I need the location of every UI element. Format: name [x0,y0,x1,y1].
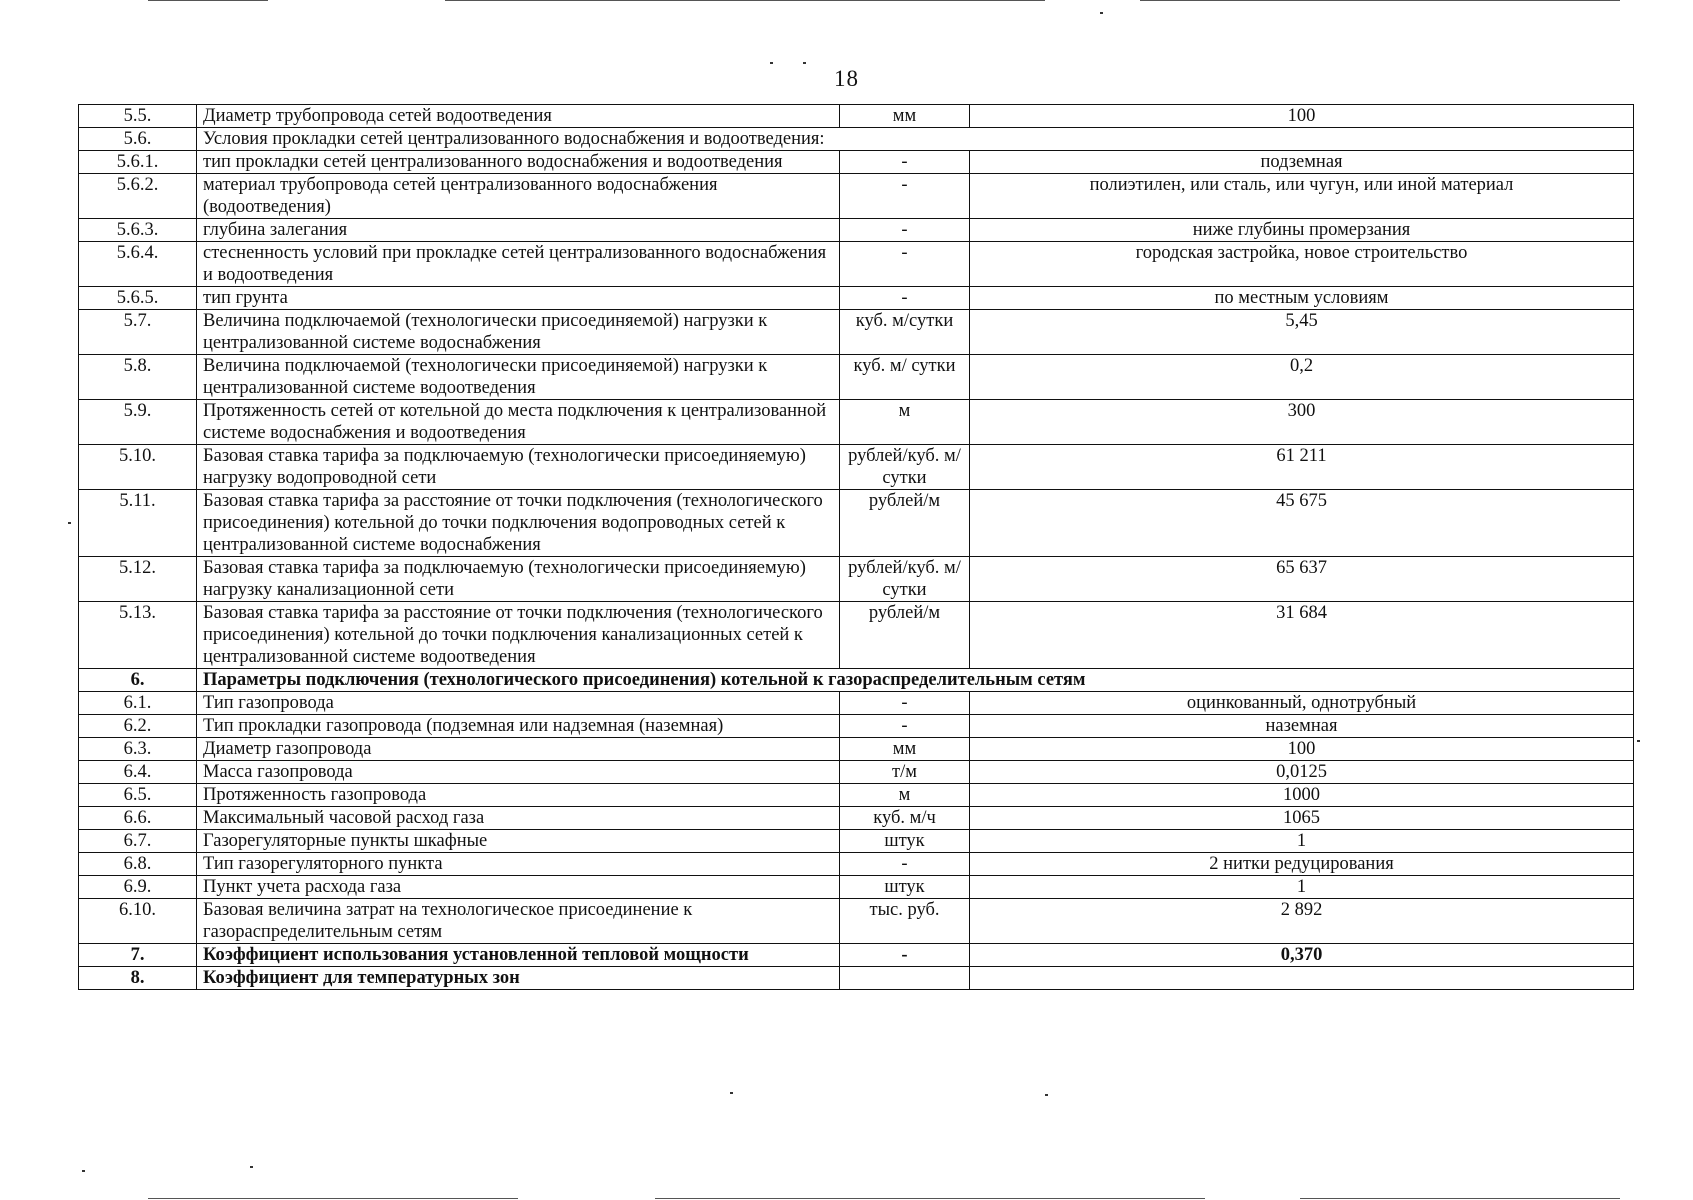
value: 1 [970,876,1634,899]
row-number: 6.7. [79,830,197,853]
table-row [79,807,1634,830]
value: 0,2 [970,355,1634,400]
unit [840,967,970,990]
value: 100 [970,738,1634,761]
unit: штук [840,830,970,853]
unit: - [840,242,970,287]
table-row [79,761,1634,784]
parameter-name: Тип прокладки газопровода (подземная или надземная (наземная) [197,715,840,738]
section-heading: Параметры подключения (технологического присоединения) котельной к газораспределительным сетям [197,669,1634,692]
row-number: 6.2. [79,715,197,738]
parameter-name: Базовая ставка тарифа за расстояние от точки подключения (технологического присоединения) котельной до точки подключения канализационных сетей к централизованной системе водоотведения [197,602,840,669]
unit: - [840,853,970,876]
row-number: 5.9. [79,400,197,445]
row-number: 5.6.1. [79,151,197,174]
value: ниже глубины промерзания [970,219,1634,242]
row-number: 7. [79,944,197,967]
table-row [79,602,1634,669]
table-row [79,738,1634,761]
row-number: 6.1. [79,692,197,715]
value: 65 637 [970,557,1634,602]
row-number: 6.9. [79,876,197,899]
parameter-name: Масса газопровода [197,761,840,784]
unit: - [840,692,970,715]
parameter-name: Коэффициент для температурных зон [197,967,840,990]
value: 0,0125 [970,761,1634,784]
table-row [79,853,1634,876]
page-number: 18 [834,66,859,91]
value: полиэтилен, или сталь, или чугун, или иной материал [970,174,1634,219]
unit: рублей/куб. м/сутки [840,557,970,602]
value: наземная [970,715,1634,738]
row-number: 5.11. [79,490,197,557]
parameter-name: Коэффициент использования установленной тепловой мощности [197,944,840,967]
row-number: 5.12. [79,557,197,602]
section-heading: Условия прокладки сетей централизованного водоснабжения и водоотведения: [197,128,1634,151]
row-number: 6.10. [79,899,197,944]
unit: рублей/м [840,490,970,557]
parameter-name: материал трубопровода сетей централизованного водоснабжения (водоотведения) [197,174,840,219]
table-row [79,967,1634,990]
parameter-name: стесненность условий при прокладке сетей централизованного водоснабжения и водоотведения [197,242,840,287]
parameter-name: Протяженность газопровода [197,784,840,807]
value: 300 [970,400,1634,445]
table-row [79,445,1634,490]
row-number: 6.3. [79,738,197,761]
table-row [79,830,1634,853]
row-number: 5.8. [79,355,197,400]
value: 31 684 [970,602,1634,669]
table-row [79,692,1634,715]
row-number: 5.5. [79,105,197,128]
parameter-name: глубина залегания [197,219,840,242]
row-number: 6. [79,669,197,692]
unit: куб. м/ сутки [840,355,970,400]
unit: т/м [840,761,970,784]
table-row [79,355,1634,400]
parameter-name: Тип газорегуляторного пункта [197,853,840,876]
unit: - [840,715,970,738]
parameter-name: тип прокладки сетей централизованного водоснабжения и водоотведения [197,151,840,174]
unit: куб. м/сутки [840,310,970,355]
unit: м [840,784,970,807]
table-row [79,876,1634,899]
table-row [79,219,1634,242]
table-row [79,174,1634,219]
value: по местным условиям [970,287,1634,310]
value: 61 211 [970,445,1634,490]
parameter-name: Газорегуляторные пункты шкафные [197,830,840,853]
parameter-name: Базовая ставка тарифа за подключаемую (технологически присоединяемую) нагрузку водопроводной сети [197,445,840,490]
value [970,967,1634,990]
unit: штук [840,876,970,899]
row-number: 5.6.3. [79,219,197,242]
parameters-table [78,104,1634,990]
value: оцинкованный, однотрубный [970,692,1634,715]
table-row [79,899,1634,944]
row-number: 6.8. [79,853,197,876]
unit: мм [840,105,970,128]
value: 1065 [970,807,1634,830]
value: подземная [970,151,1634,174]
unit: куб. м/ч [840,807,970,830]
value: 0,370 [970,944,1634,967]
unit: рублей/куб. м/сутки [840,445,970,490]
row-number: 5.6.2. [79,174,197,219]
unit: - [840,944,970,967]
table-row [79,128,1634,151]
value: 100 [970,105,1634,128]
table-row [79,669,1634,692]
parameter-name: Базовая величина затрат на технологическое присоединение к газораспределительным сетям [197,899,840,944]
row-number: 5.6.5. [79,287,197,310]
row-number: 5.7. [79,310,197,355]
parameter-name: Величина подключаемой (технологически присоединяемой) нагрузки к централизованной системе водоснабжения [197,310,840,355]
unit: мм [840,738,970,761]
parameter-name: Величина подключаемой (технологически присоединяемой) нагрузки к централизованной системе водоотведения [197,355,840,400]
table-row [79,784,1634,807]
table-row [79,310,1634,355]
unit: - [840,219,970,242]
parameter-name: Протяженность сетей от котельной до места подключения к централизованной системе водоснабжения и водоотведения [197,400,840,445]
row-number: 5.6. [79,128,197,151]
parameter-name: Диаметр газопровода [197,738,840,761]
row-number: 5.13. [79,602,197,669]
unit: м [840,400,970,445]
table-row [79,557,1634,602]
value: 1000 [970,784,1634,807]
row-number: 6.5. [79,784,197,807]
row-number: 6.4. [79,761,197,784]
table-row [79,715,1634,738]
parameter-name: Пункт учета расхода газа [197,876,840,899]
parameter-name: Базовая ставка тарифа за расстояние от точки подключения (технологического присоединения) котельной до точки подключения водопроводных сетей к централизованной системе водоснабжения [197,490,840,557]
unit: тыс. руб. [840,899,970,944]
unit: рублей/м [840,602,970,669]
parameter-name: Максимальный часовой расход газа [197,807,840,830]
row-number: 5.10. [79,445,197,490]
row-number: 5.6.4. [79,242,197,287]
value: 5,45 [970,310,1634,355]
parameter-name: тип грунта [197,287,840,310]
row-number: 6.6. [79,807,197,830]
value: 1 [970,830,1634,853]
table-row [79,151,1634,174]
table-row [79,105,1634,128]
unit: - [840,287,970,310]
parameter-name: Диаметр трубопровода сетей водоотведения [197,105,840,128]
value: городская застройка, новое строительство [970,242,1634,287]
row-number: 8. [79,967,197,990]
value: 2 нитки редуцирования [970,853,1634,876]
value: 45 675 [970,490,1634,557]
table-row [79,242,1634,287]
table-row [79,400,1634,445]
parameter-name: Базовая ставка тарифа за подключаемую (технологически присоединяемую) нагрузку канализационной сети [197,557,840,602]
table-row [79,944,1634,967]
table-row [79,287,1634,310]
table-row [79,490,1634,557]
unit: - [840,174,970,219]
value: 2 892 [970,899,1634,944]
parameter-name: Тип газопровода [197,692,840,715]
unit: - [840,151,970,174]
